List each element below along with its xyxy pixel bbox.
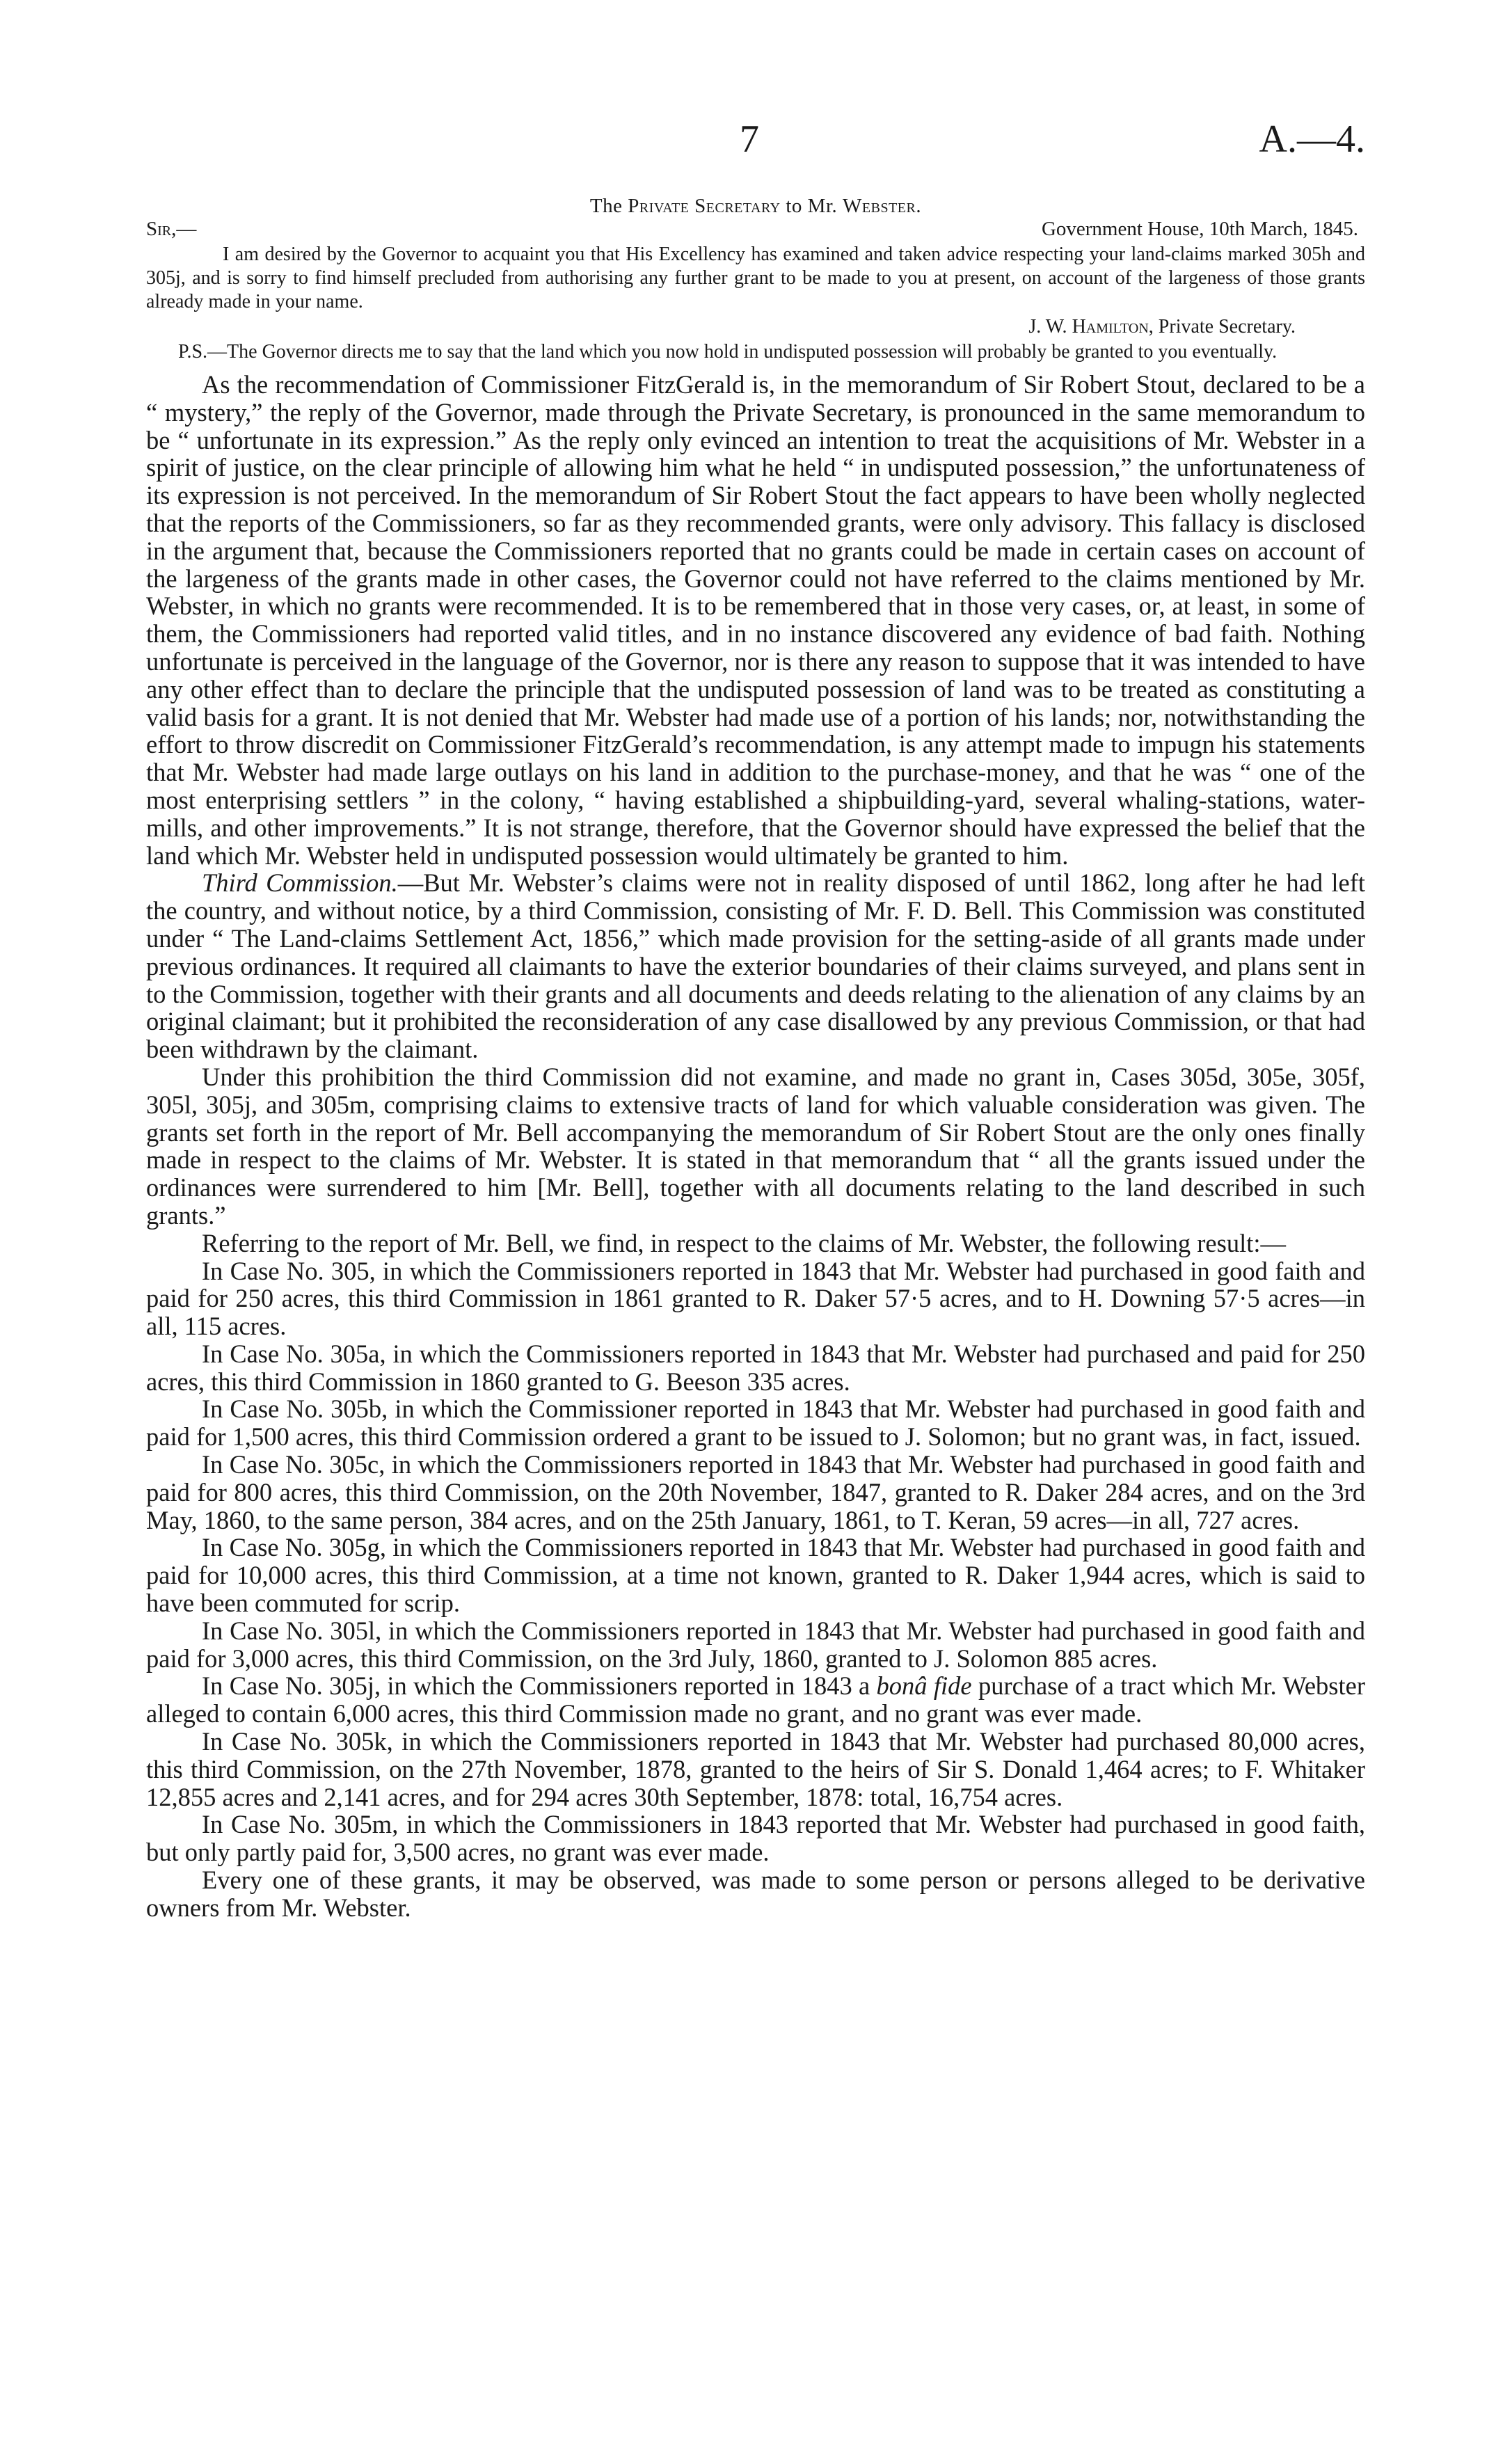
page-number: 7 bbox=[740, 118, 759, 161]
case-305k: In Case No. 305k, in which the Commissioners reported in 1843 that Mr. Webster had purchased 80,000 acres, this third Commission, on the 27th November, 1878, granted to the heirs of Sir S. Donald 1,464 acres; to F. Whitaker 12,855 acres and 2,141 acres, and for 294 acres 30th September, 1878: total, 16,754 acres. bbox=[146, 1727, 1365, 1811]
letter-signature bbox=[146, 315, 1365, 339]
case-305j-suffix: purchase of a tract which Mr. Webster alleged to contain 6,000 acres, this third Commission made no grant, and no grant was ever made. bbox=[146, 1671, 1365, 1728]
case-305l: In Case No. 305l, in which the Commissioners reported in 1843 that Mr. Webster had purchased in good faith and paid for 3,000 acres, this third Commission, on the 3rd July, 1860, granted to J. Solomon 885 acres. bbox=[146, 1616, 1365, 1673]
letter-heading-to: Webster. bbox=[843, 195, 922, 217]
case-305b: In Case No. 305b, in which the Commissioner reported in 1843 that Mr. Webster had purchased in good faith and paid for 1,500 acres, this third Commission ordered a grant to be issued to J. Solomon; but no grant was, in fact, issued. bbox=[146, 1394, 1365, 1452]
case-305j bbox=[146, 1672, 1365, 1728]
letter-salutation-row bbox=[146, 218, 1365, 243]
paragraph-governor-reply: As the recommendation of Commissioner FitzGerald is, in the memorandum of Sir Robert Stout, declared to be a “ mystery,” the reply of the Governor, made through the Private Secretary, is pronounced in the same memorandum to be “ unfortunate in its expression.” As the reply only evinced an intention to treat the acquisitions of Mr. Webster in a spirit of justice, on the clear principle of allowing him what he held “ in undisputed possession,” the unfortunateness of its expression is not perceived. In the memorandum of Sir Robert Stout the fact appears to have been wholly neglected that the reports of the Commissioners, so far as they recommended grants, were only advisory. This fallacy is disclosed in the argument that, because the Commissioners reported that no grants could be made in certain cases on account of the largeness of the grants made in other cases, the Governor could not have referred to the claims mentioned by Mr. Webster, in which no grants were recommended. It is to be remembered that in those very cases, or, at least, in some of them, the Commissioners had reported valid titles, and in no instance discovered any evidence of bad faith. Nothing unfortunate is perceived in the language of the Governor, nor is there any reason to suppose that it was intended to have any other effect than to declare the principle that the undisputed possession of land was to be treated as constituting a valid basis for a grant. It is not denied that Mr. Webster had made use of a portion of his lands; nor, notwithstanding the effort to throw discredit on Commissioner FitzGerald’s recommendation, is any attempt made to impugn his statements that Mr. Webster had made large outlays on his land in addition to the purchase-money, and that he was “ one of the most enterprising settlers ” in the colony, “ having established a shipbuilding-yard, several whaling-stations, water-mills, and other improvements.” It is not strange, therefore, that the Governor should have expressed the belief that the land which Mr. Webster held in undisputed possession would ultimately be granted to him. bbox=[146, 370, 1365, 870]
signature-title: , Private Secretary. bbox=[1148, 316, 1296, 337]
letter-heading-to-word: to Mr. bbox=[780, 195, 843, 217]
letter-heading bbox=[146, 195, 1365, 218]
case-305g: In Case No. 305g, in which the Commissioners reported in 1843 that Mr. Webster had purchased in good faith and paid for 10,000 acres, this third Commission, at a time not known, granted to R. Daker 1,944 acres, which is said to have been commuted for scrip. bbox=[146, 1533, 1365, 1618]
signature-name: Hamilton bbox=[1072, 316, 1149, 337]
page-header bbox=[146, 117, 1365, 180]
paragraph-third-commission bbox=[146, 869, 1365, 1063]
closing-paragraph: Every one of these grants, it may be observed, was made to some person or persons alleged to be derivative owners from Mr. Webster. bbox=[146, 1866, 1365, 1922]
signature-initials: J. W. bbox=[1028, 316, 1072, 337]
paragraph-prohibition: Under this prohibition the third Commission did not examine, and made no grant in, Cases 305d, 305e, 305f, 305l, 305j, and 305m, comprising claims to extensive tracts of land for which valuable consideration was given. The grants set forth in the report of Mr. Bell accompanying the memorandum of Sir Robert Stout are the only ones finally made in respect to the claims of Mr. Webster. It is stated in that memorandum that “ all the grants issued under the ordinances were surrendered to him [Mr. Bell], together with all documents relating to the land described in such grants.” bbox=[146, 1062, 1365, 1230]
letter-salutation: Sir,— bbox=[146, 218, 197, 240]
paragraph-bell-report: Referring to the report of Mr. Bell, we find, in respect to the claims of Mr. Webster, the following result:— bbox=[202, 1228, 1286, 1257]
letter-place-date: Government House, 10th March, 1845. bbox=[1041, 218, 1358, 240]
case-305j-italic: bonâ fide bbox=[876, 1671, 972, 1701]
letter-postscript: P.S.—The Governor directs me to say that the land which you now hold in undisputed possession will probably be granted to you eventually. bbox=[178, 341, 1278, 363]
letter-body: I am desired by the Governor to acquaint you that His Excellency has examined and taken advice respecting your land-claims marked 305h and 305j, and is sorry to find himself precluded from authorising any further grant to be made to you at present, on account of the largeness of those grants already made in your name. bbox=[146, 244, 1365, 312]
letter-heading-from: Private Secretary bbox=[628, 195, 781, 217]
section-title-third-commission: Third Commission. bbox=[202, 868, 398, 898]
case-305c: In Case No. 305c, in which the Commissioners reported in 1843 that Mr. Webster had purchased in good faith and paid for 800 acres, this third Commission, on the 20th November, 1847, granted to R. Daker 284 acres, and on the 3rd May, 1860, to the same person, 384 acres, and on the 25th January, 1861, to T. Keran, 59 acres—in all, 727 acres. bbox=[146, 1450, 1365, 1534]
case-305j-prefix: In Case No. 305j, in which the Commissioners reported in 1843 a bbox=[202, 1671, 877, 1701]
paragraph-third-commission-text: —But Mr. Webster’s claims were not in reality disposed of until 1862, long after he had left the country, and without notice, by a third Commission, consisting of Mr. F. D. Bell. This Commission was constituted under “ The Land-claims Settlement Act, 1856,” which made provision for the setting-aside of all grants made under previous ordinances. It required all claimants to have the exterior boundaries of their claims surveyed, and plans sent in to the Commission, together with their grants and all documents and deeds relating to the alienation of any claims by an original claimant; but it prohibited the reconsideration of any case disallowed by any previous Commission, or that had been withdrawn by the claimant. bbox=[146, 868, 1365, 1064]
letter-heading-prefix: The bbox=[589, 195, 628, 217]
case-305: In Case No. 305, in which the Commissioners reported in 1843 that Mr. Webster had purchased in good faith and paid for 250 acres, this third Commission in 1861 granted to R. Daker 57·5 acres, and to H. Downing 57·5 acres—in all, 115 acres. bbox=[146, 1256, 1365, 1341]
document-reference: A.—4. bbox=[1259, 118, 1365, 161]
case-305a: In Case No. 305a, in which the Commissioners reported in 1843 that Mr. Webster had purchased and paid for 250 acres, this third Commission in 1860 granted to G. Beeson 335 acres. bbox=[146, 1339, 1365, 1396]
case-305m: In Case No. 305m, in which the Commissioners in 1843 reported that Mr. Webster had purchased in good faith, but only partly paid for, 3,500 acres, no grant was ever made. bbox=[146, 1810, 1365, 1867]
document-page bbox=[146, 117, 1365, 1922]
